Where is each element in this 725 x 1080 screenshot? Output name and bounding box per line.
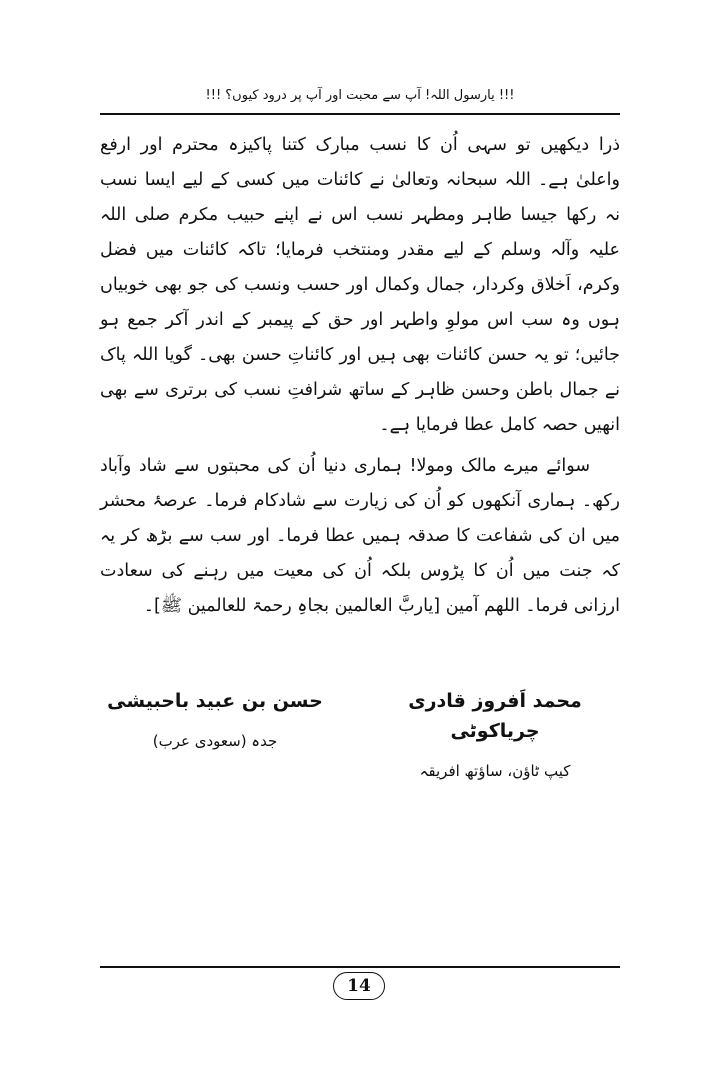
signature-left — [95, 686, 335, 756]
running-header: !!! یارسول اللہ! آپ سے محبت اور آپ پر درود کیوں؟ !!! — [205, 88, 515, 103]
signature-right-location: کیپ ٹاؤن، ساؤتھ افریقہ — [419, 762, 571, 780]
signature-left-location: جدہ (سعودی عرب) — [152, 732, 278, 750]
signature-right — [375, 686, 615, 786]
signature-left-name: حسن بن عبید باحبیشی — [107, 690, 323, 712]
body-text — [100, 128, 620, 630]
footer-rule — [100, 966, 620, 968]
page-number: 14 — [333, 972, 385, 1000]
paragraph-2: سوائے میرے مالک ومولا! ہماری دنیا اُن کی محبتوں سے شاد وآباد رکھ۔ ہماری آنکھوں کو اُن کی زیارت سے شادکام فرما۔ عرصۂ محشر میں ان کی شفاعت کا صدقہ ہمیں عطا فرما۔ اور سب سے بڑھ کر یہ کہ جنت میں اُن کا پڑوس بلکہ اُن کی معیت میں رہنے کی سعادت ارزانی فرما۔ اللھم آمین [یاربَّ العالمین بجاہِ رحمۃ للعالمین ﷺ]۔ — [100, 456, 620, 616]
paragraph-1: ذرا دیکھیں تو سہی اُن کا نسب مبارک کتنا پاکیزہ محترم اور ارفع واعلیٰ ہے۔ اللہ سبحانہ وتعالیٰ نے کائنات میں کسی کے لیے ایسا نسب نہ رکھا جیسا طاہر ومطہر نسب اس نے اپنے حبیب مکرم صلی اللہ علیہ وآلہ وسلم کے لیے مقدر ومنتخب فرمایا؛ تاکہ کائنات میں فضل وکرم، اَخلاق وکردار، جمال وکمال اور حسب ونسب کی جو بھی خوبیاں ہوں وہ سب اس مولوِ واطہر اور حق کے پیمبر کے اندر آکر جمع ہو جائیں؛ تو یہ حسن کائنات بھی ہیں اور کائناتِ حسن بھی۔ گویا اللہ پاک نے جمال باطن وحسن ظاہر کے ساتھ شرافتِ نسب کی برتری سے بھی انھیں حصہ کامل عطا فرمایا ہے۔ — [100, 135, 620, 435]
header-rule — [100, 113, 620, 115]
signature-right-name: محمد اَفروز قادری چریاکوٹی — [408, 690, 582, 742]
